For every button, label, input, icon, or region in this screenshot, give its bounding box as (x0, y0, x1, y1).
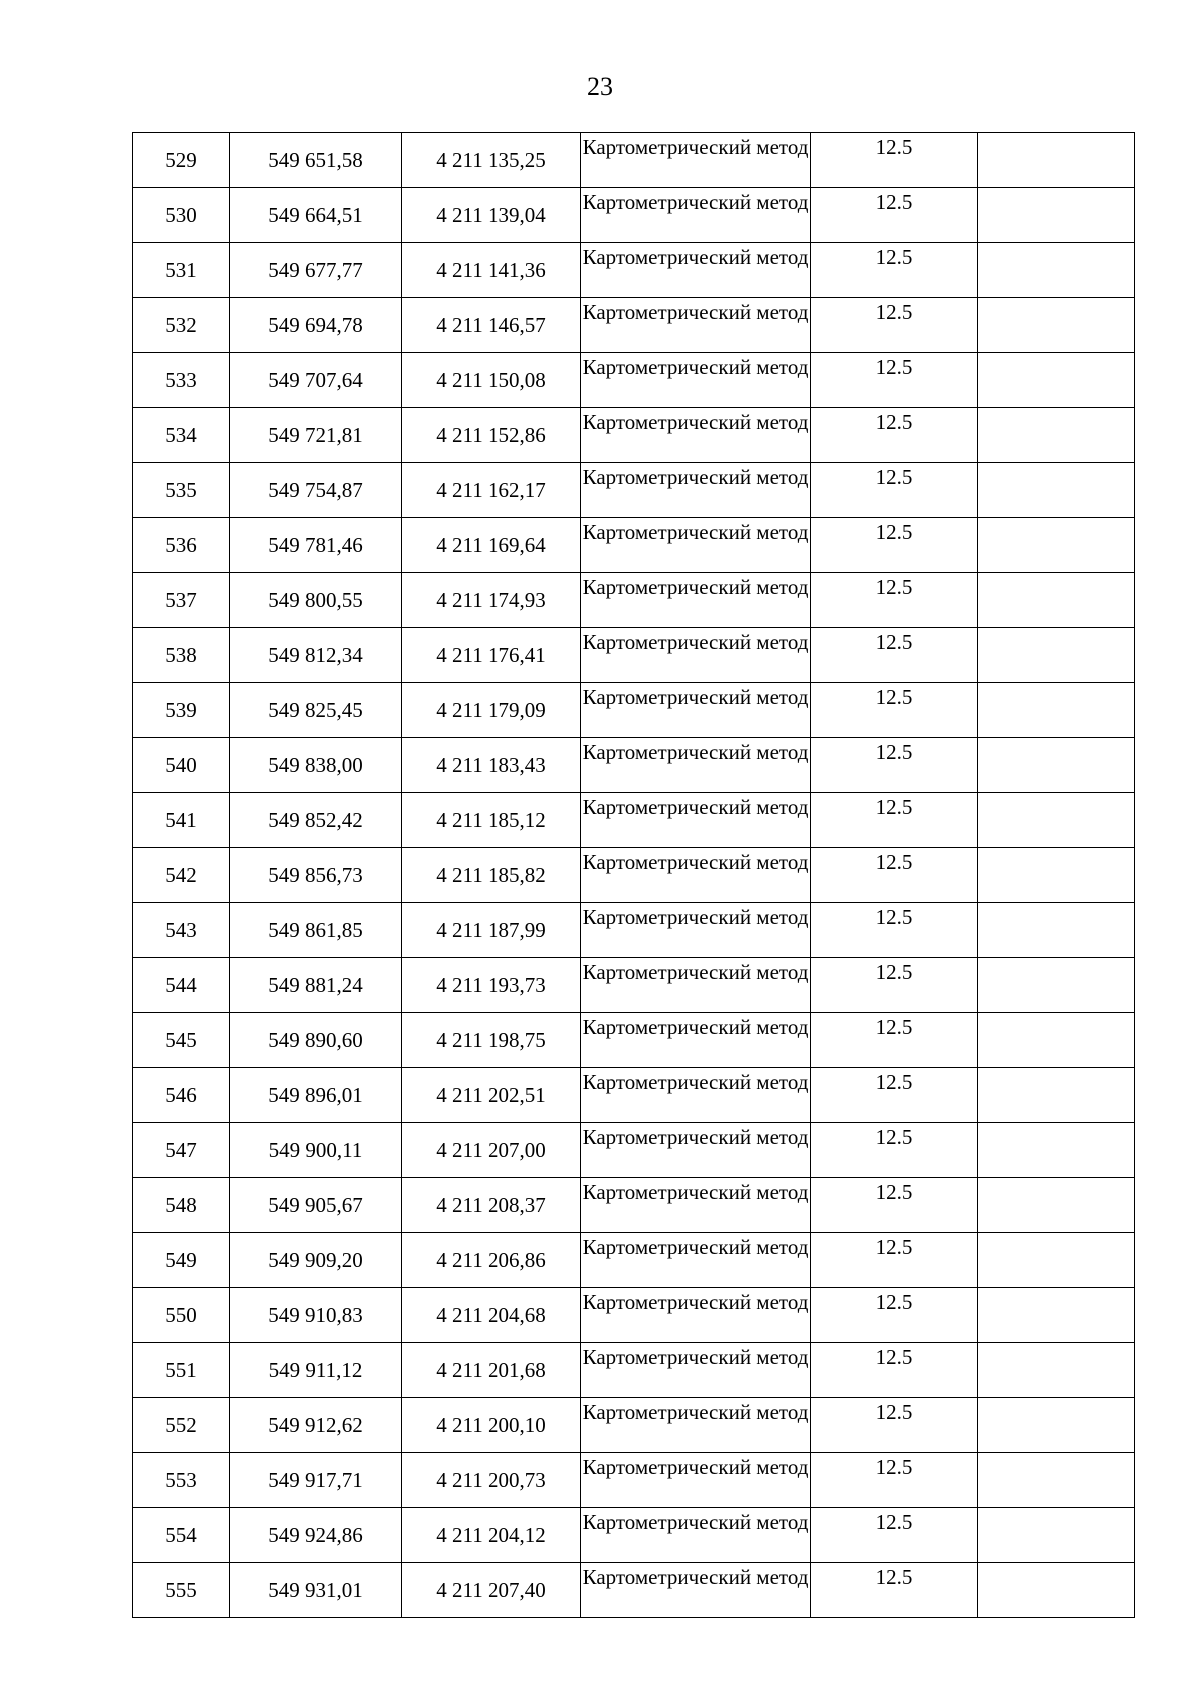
y-coordinate-cell: 4 211 185,12 (402, 793, 581, 848)
accuracy-cell: 12.5 (811, 1233, 978, 1288)
table-row (133, 463, 1135, 518)
note-cell (978, 408, 1135, 463)
note-cell (978, 903, 1135, 958)
x-coordinate-cell: 549 931,01 (230, 1563, 402, 1618)
method-cell: Картометрический метод (581, 1233, 811, 1288)
accuracy-cell: 12.5 (811, 1123, 978, 1178)
accuracy-cell: 12.5 (811, 1288, 978, 1343)
accuracy-cell: 12.5 (811, 243, 978, 298)
method-cell: Картометрический метод (581, 1178, 811, 1233)
x-coordinate-cell: 549 896,01 (230, 1068, 402, 1123)
note-cell (978, 958, 1135, 1013)
note-cell (978, 1013, 1135, 1068)
point-number-cell: 539 (133, 683, 230, 738)
table-row (133, 958, 1135, 1013)
point-number-cell: 536 (133, 518, 230, 573)
table-row (133, 1453, 1135, 1508)
table-row (133, 188, 1135, 243)
note-cell (978, 298, 1135, 353)
y-coordinate-cell: 4 211 174,93 (402, 573, 581, 628)
method-cell: Картометрический метод (581, 1453, 811, 1508)
accuracy-cell: 12.5 (811, 518, 978, 573)
method-cell: Картометрический метод (581, 1508, 811, 1563)
accuracy-cell: 12.5 (811, 903, 978, 958)
note-cell (978, 133, 1135, 188)
note-cell (978, 1178, 1135, 1233)
table-row (133, 1123, 1135, 1178)
method-cell: Картометрический метод (581, 188, 811, 243)
point-number-cell: 531 (133, 243, 230, 298)
method-cell: Картометрический метод (581, 1068, 811, 1123)
table-row (133, 793, 1135, 848)
accuracy-cell: 12.5 (811, 1343, 978, 1398)
accuracy-cell: 12.5 (811, 408, 978, 463)
accuracy-cell: 12.5 (811, 1013, 978, 1068)
note-cell (978, 793, 1135, 848)
method-cell: Картометрический метод (581, 738, 811, 793)
y-coordinate-cell: 4 211 183,43 (402, 738, 581, 793)
point-number-cell: 534 (133, 408, 230, 463)
point-number-cell: 538 (133, 628, 230, 683)
x-coordinate-cell: 549 890,60 (230, 1013, 402, 1068)
point-number-cell: 545 (133, 1013, 230, 1068)
y-coordinate-cell: 4 211 185,82 (402, 848, 581, 903)
x-coordinate-cell: 549 912,62 (230, 1398, 402, 1453)
method-cell: Картометрический метод (581, 1343, 811, 1398)
accuracy-cell: 12.5 (811, 738, 978, 793)
method-cell: Картометрический метод (581, 1123, 811, 1178)
method-cell: Картометрический метод (581, 353, 811, 408)
y-coordinate-cell: 4 211 146,57 (402, 298, 581, 353)
point-number-cell: 540 (133, 738, 230, 793)
accuracy-cell: 12.5 (811, 1453, 978, 1508)
point-number-cell: 535 (133, 463, 230, 518)
x-coordinate-cell: 549 909,20 (230, 1233, 402, 1288)
table-row (133, 1013, 1135, 1068)
method-cell: Картометрический метод (581, 848, 811, 903)
point-number-cell: 532 (133, 298, 230, 353)
note-cell (978, 188, 1135, 243)
note-cell (978, 1233, 1135, 1288)
y-coordinate-cell: 4 211 207,00 (402, 1123, 581, 1178)
y-coordinate-cell: 4 211 206,86 (402, 1233, 581, 1288)
y-coordinate-cell: 4 211 193,73 (402, 958, 581, 1013)
note-cell (978, 1343, 1135, 1398)
point-number-cell: 530 (133, 188, 230, 243)
method-cell: Картометрический метод (581, 243, 811, 298)
x-coordinate-cell: 549 900,11 (230, 1123, 402, 1178)
accuracy-cell: 12.5 (811, 793, 978, 848)
accuracy-cell: 12.5 (811, 463, 978, 518)
y-coordinate-cell: 4 211 204,12 (402, 1508, 581, 1563)
note-cell (978, 738, 1135, 793)
table-row (133, 903, 1135, 958)
accuracy-cell: 12.5 (811, 573, 978, 628)
y-coordinate-cell: 4 211 207,40 (402, 1563, 581, 1618)
accuracy-cell: 12.5 (811, 1563, 978, 1618)
y-coordinate-cell: 4 211 176,41 (402, 628, 581, 683)
table-row (133, 1343, 1135, 1398)
method-cell: Картометрический метод (581, 903, 811, 958)
note-cell (978, 1068, 1135, 1123)
point-number-cell: 546 (133, 1068, 230, 1123)
note-cell (978, 628, 1135, 683)
accuracy-cell: 12.5 (811, 188, 978, 243)
accuracy-cell: 12.5 (811, 1508, 978, 1563)
method-cell: Картометрический метод (581, 1398, 811, 1453)
x-coordinate-cell: 549 707,64 (230, 353, 402, 408)
accuracy-cell: 12.5 (811, 683, 978, 738)
note-cell (978, 848, 1135, 903)
coordinates-table (132, 132, 1135, 1618)
accuracy-cell: 12.5 (811, 628, 978, 683)
table-row (133, 1233, 1135, 1288)
coordinates-table-body (133, 133, 1135, 1618)
accuracy-cell: 12.5 (811, 1068, 978, 1123)
accuracy-cell: 12.5 (811, 1178, 978, 1233)
x-coordinate-cell: 549 825,45 (230, 683, 402, 738)
table-row (133, 628, 1135, 683)
x-coordinate-cell: 549 861,85 (230, 903, 402, 958)
note-cell (978, 1453, 1135, 1508)
method-cell: Картометрический метод (581, 628, 811, 683)
table-row (133, 1563, 1135, 1618)
y-coordinate-cell: 4 211 169,64 (402, 518, 581, 573)
method-cell: Картометрический метод (581, 1288, 811, 1343)
note-cell (978, 683, 1135, 738)
x-coordinate-cell: 549 905,67 (230, 1178, 402, 1233)
point-number-cell: 552 (133, 1398, 230, 1453)
note-cell (978, 463, 1135, 518)
y-coordinate-cell: 4 211 187,99 (402, 903, 581, 958)
note-cell (978, 1508, 1135, 1563)
y-coordinate-cell: 4 211 202,51 (402, 1068, 581, 1123)
table-row (133, 1288, 1135, 1343)
point-number-cell: 543 (133, 903, 230, 958)
x-coordinate-cell: 549 694,78 (230, 298, 402, 353)
point-number-cell: 550 (133, 1288, 230, 1343)
x-coordinate-cell: 549 721,81 (230, 408, 402, 463)
note-cell (978, 1288, 1135, 1343)
point-number-cell: 542 (133, 848, 230, 903)
y-coordinate-cell: 4 211 139,04 (402, 188, 581, 243)
table-row (133, 683, 1135, 738)
point-number-cell: 555 (133, 1563, 230, 1618)
method-cell: Картометрический метод (581, 133, 811, 188)
point-number-cell: 537 (133, 573, 230, 628)
table-row (133, 738, 1135, 793)
x-coordinate-cell: 549 917,71 (230, 1453, 402, 1508)
note-cell (978, 1563, 1135, 1618)
accuracy-cell: 12.5 (811, 298, 978, 353)
point-number-cell: 554 (133, 1508, 230, 1563)
x-coordinate-cell: 549 924,86 (230, 1508, 402, 1563)
page-number: 23 (587, 72, 613, 101)
point-number-cell: 541 (133, 793, 230, 848)
x-coordinate-cell: 549 852,42 (230, 793, 402, 848)
point-number-cell: 553 (133, 1453, 230, 1508)
point-number-cell: 549 (133, 1233, 230, 1288)
y-coordinate-cell: 4 211 152,86 (402, 408, 581, 463)
table-row (133, 848, 1135, 903)
y-coordinate-cell: 4 211 141,36 (402, 243, 581, 298)
table-row (133, 1178, 1135, 1233)
x-coordinate-cell: 549 812,34 (230, 628, 402, 683)
method-cell: Картометрический метод (581, 408, 811, 463)
point-number-cell: 533 (133, 353, 230, 408)
table-row (133, 1398, 1135, 1453)
note-cell (978, 573, 1135, 628)
point-number-cell: 529 (133, 133, 230, 188)
y-coordinate-cell: 4 211 135,25 (402, 133, 581, 188)
table-row (133, 243, 1135, 298)
method-cell: Картометрический метод (581, 958, 811, 1013)
table-row (133, 1508, 1135, 1563)
method-cell: Картометрический метод (581, 518, 811, 573)
x-coordinate-cell: 549 838,00 (230, 738, 402, 793)
table-row (133, 133, 1135, 188)
y-coordinate-cell: 4 211 208,37 (402, 1178, 581, 1233)
y-coordinate-cell: 4 211 204,68 (402, 1288, 581, 1343)
method-cell: Картометрический метод (581, 298, 811, 353)
table-row (133, 408, 1135, 463)
method-cell: Картометрический метод (581, 1563, 811, 1618)
accuracy-cell: 12.5 (811, 1398, 978, 1453)
x-coordinate-cell: 549 910,83 (230, 1288, 402, 1343)
note-cell (978, 518, 1135, 573)
method-cell: Картометрический метод (581, 793, 811, 848)
note-cell (978, 243, 1135, 298)
x-coordinate-cell: 549 677,77 (230, 243, 402, 298)
y-coordinate-cell: 4 211 179,09 (402, 683, 581, 738)
x-coordinate-cell: 549 856,73 (230, 848, 402, 903)
y-coordinate-cell: 4 211 198,75 (402, 1013, 581, 1068)
x-coordinate-cell: 549 911,12 (230, 1343, 402, 1398)
table-row (133, 1068, 1135, 1123)
x-coordinate-cell: 549 800,55 (230, 573, 402, 628)
table-row (133, 298, 1135, 353)
note-cell (978, 1398, 1135, 1453)
y-coordinate-cell: 4 211 150,08 (402, 353, 581, 408)
table-row (133, 573, 1135, 628)
table-row (133, 518, 1135, 573)
method-cell: Картометрический метод (581, 683, 811, 738)
point-number-cell: 548 (133, 1178, 230, 1233)
x-coordinate-cell: 549 881,24 (230, 958, 402, 1013)
point-number-cell: 544 (133, 958, 230, 1013)
accuracy-cell: 12.5 (811, 848, 978, 903)
y-coordinate-cell: 4 211 201,68 (402, 1343, 581, 1398)
y-coordinate-cell: 4 211 162,17 (402, 463, 581, 518)
note-cell (978, 1123, 1135, 1178)
x-coordinate-cell: 549 664,51 (230, 188, 402, 243)
method-cell: Картометрический метод (581, 1013, 811, 1068)
accuracy-cell: 12.5 (811, 958, 978, 1013)
y-coordinate-cell: 4 211 200,10 (402, 1398, 581, 1453)
x-coordinate-cell: 549 754,87 (230, 463, 402, 518)
accuracy-cell: 12.5 (811, 353, 978, 408)
accuracy-cell: 12.5 (811, 133, 978, 188)
x-coordinate-cell: 549 651,58 (230, 133, 402, 188)
point-number-cell: 547 (133, 1123, 230, 1178)
y-coordinate-cell: 4 211 200,73 (402, 1453, 581, 1508)
table-row (133, 353, 1135, 408)
method-cell: Картометрический метод (581, 573, 811, 628)
x-coordinate-cell: 549 781,46 (230, 518, 402, 573)
point-number-cell: 551 (133, 1343, 230, 1398)
note-cell (978, 353, 1135, 408)
method-cell: Картометрический метод (581, 463, 811, 518)
